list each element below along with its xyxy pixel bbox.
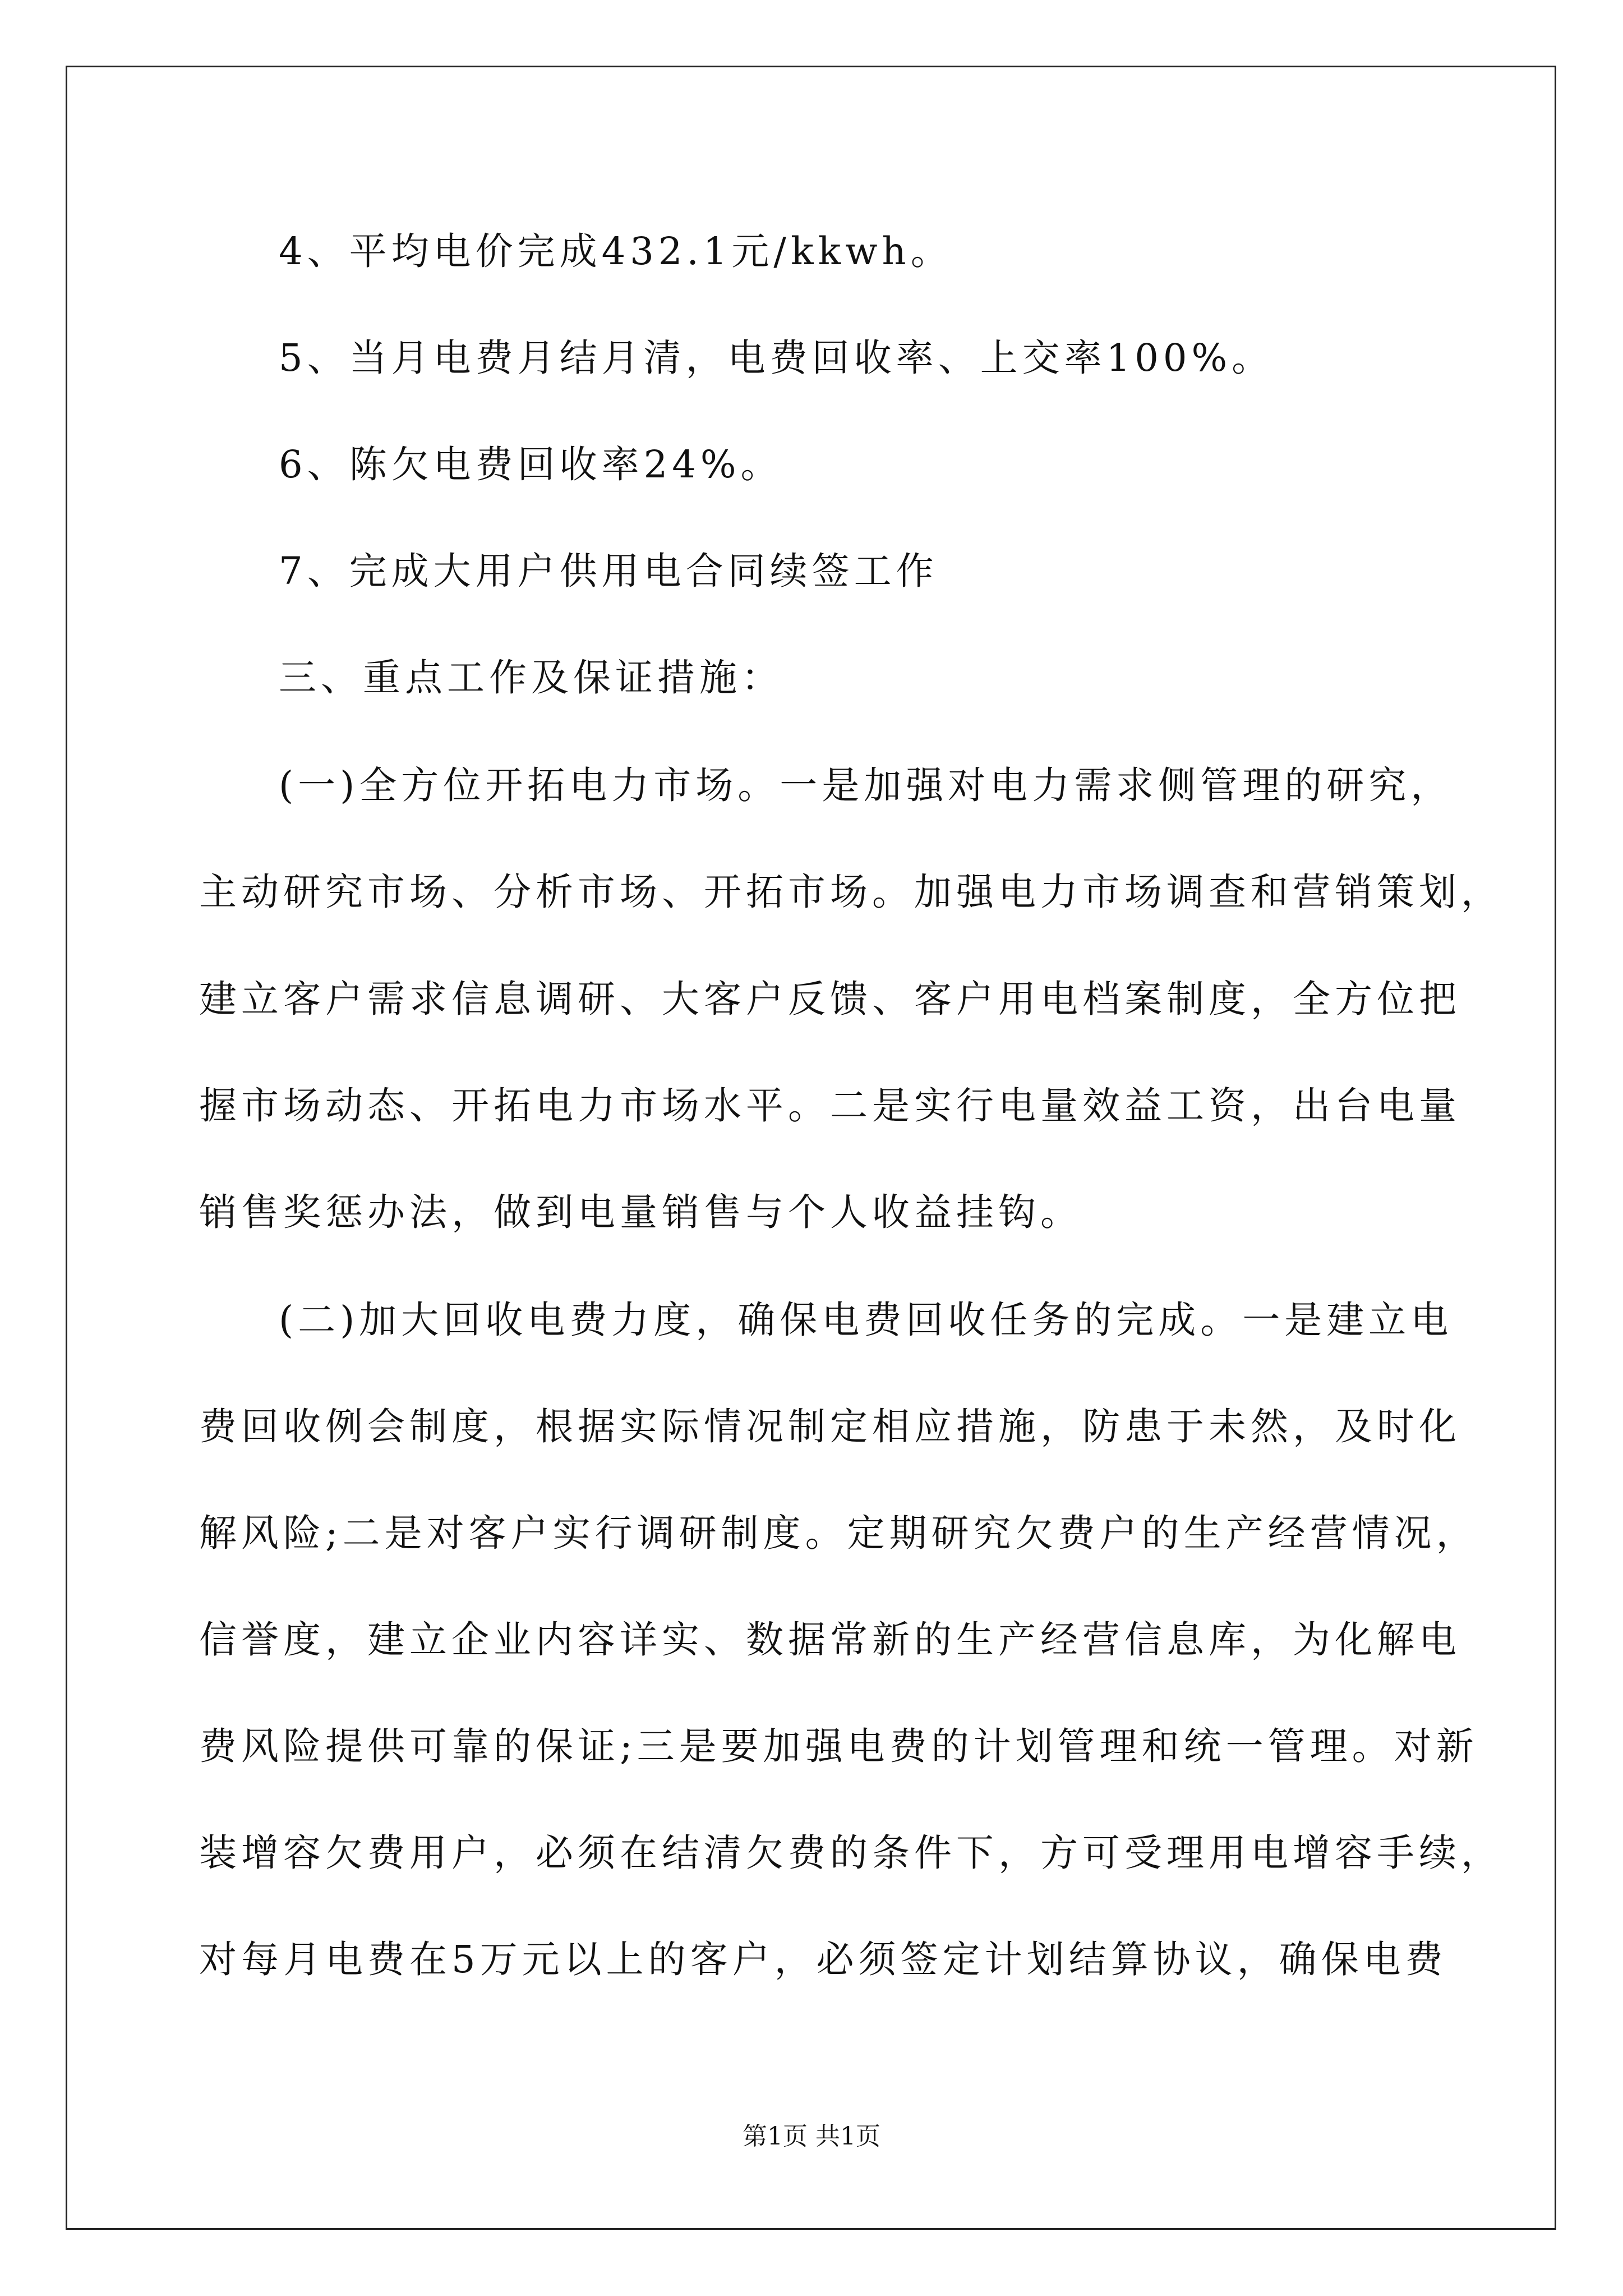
- text-line: 6、陈欠电费回收率24%。: [279, 443, 783, 486]
- paragraph-line: (二)加大回收电费力度，确保电费回收任务的完成。一是建立电: [279, 1298, 1453, 1342]
- paragraph-line: 装增容欠费用户，必须在结清欠费的条件下，方可受理用电增容手续，: [199, 1831, 1503, 1875]
- text-line: 5、当月电费月结月清，电费回收率、上交率100%。: [279, 336, 1274, 380]
- paragraph-line: 信誉度，建立企业内容详实、数据常新的生产经营信息库，为化解电: [199, 1618, 1461, 1662]
- section-heading: 三、重点工作及保证措施：: [279, 656, 783, 700]
- text-line: 4、平均电价完成432.1元/kkwh。: [279, 229, 953, 273]
- paragraph-line: (一)全方位开拓电力市场。一是加强对电力需求侧管理的研究，: [279, 763, 1453, 807]
- paragraph-line: 建立客户需求信息调研、大客户反馈、客户用电档案制度，全方位把: [199, 977, 1461, 1021]
- page-border: [66, 66, 1556, 2230]
- page-number-footer: 第1页 共1页: [743, 2122, 880, 2151]
- paragraph-line: 解风险;二是对客户实行调研制度。定期研究欠费户的生产经营情况，: [199, 1511, 1478, 1555]
- paragraph-line: 握市场动态、开拓电力市场水平。二是实行电量效益工资，出台电量: [199, 1084, 1461, 1128]
- paragraph-line: 主动研究市场、分析市场、开拓市场。加强电力市场调查和营销策划，: [199, 870, 1503, 914]
- paragraph-line: 销售奖惩办法，做到电量销售与个人收益挂钩。: [199, 1190, 1082, 1234]
- paragraph-line: 对每月电费在5万元以上的客户，必须签定计划结算协议，确保电费: [199, 1938, 1447, 1981]
- paragraph-line: 费风险提供可靠的保证;三是要加强电费的计划管理和统一管理。对新: [199, 1724, 1478, 1768]
- paragraph-line: 费回收例会制度，根据实际情况制定相应措施，防患于未然，及时化: [199, 1405, 1461, 1448]
- text-line: 7、完成大用户供用电合同续签工作: [279, 549, 938, 593]
